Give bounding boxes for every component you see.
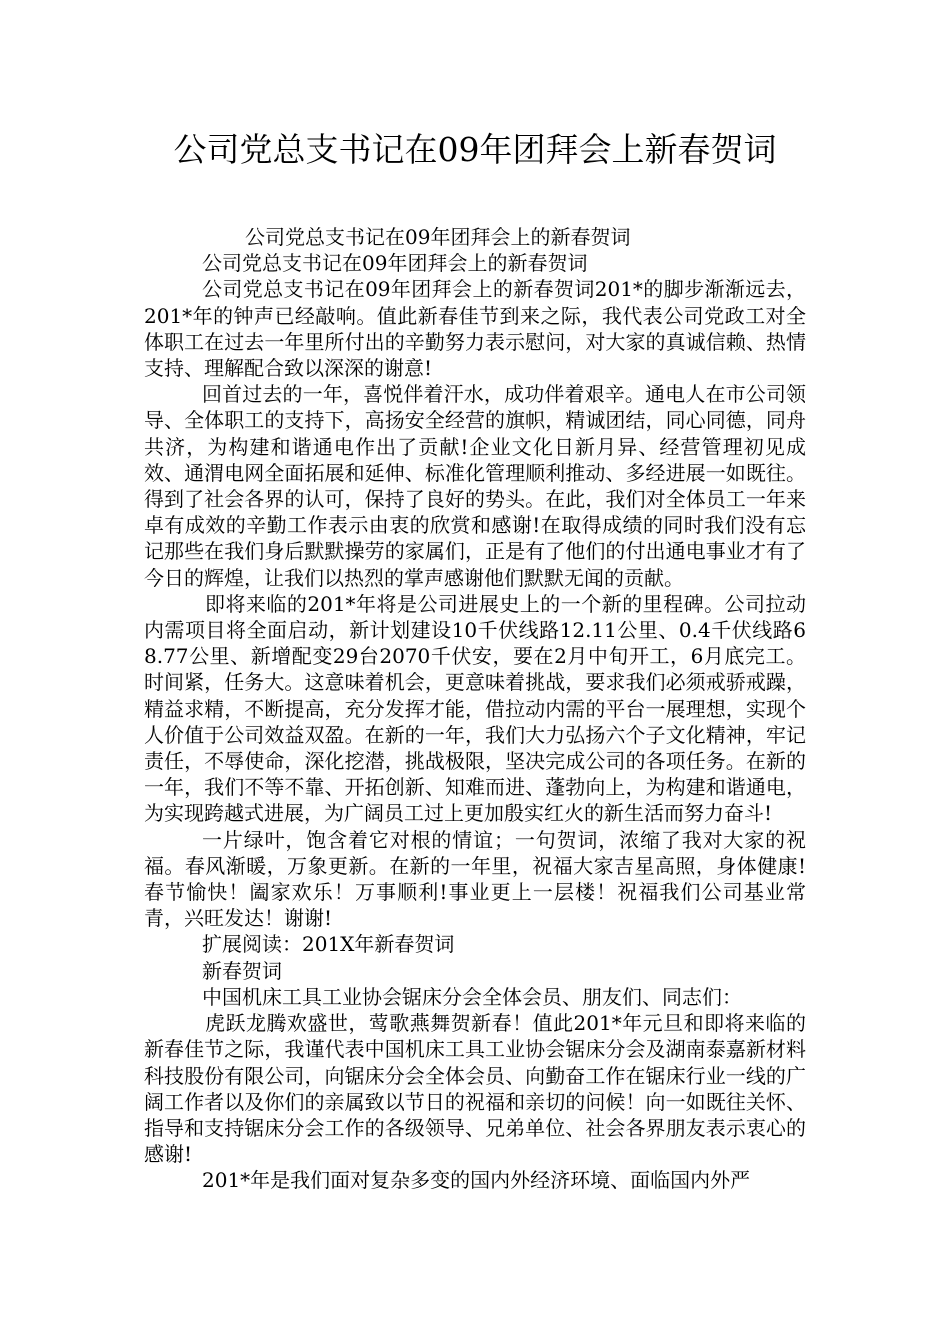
document-body bbox=[144, 224, 806, 1194]
section-title-line: 新春贺词 bbox=[202, 958, 282, 983]
paragraph-outlook: 即将来临的201*年将是公司进展史上的一个新的里程碑。公司拉动内需项目将全面启动，新计划建设10千伏线路12.11公里、0.4千伏线路68.77公里、新增配变29台2070千伏安，要在2月中旬开工，6月底完工。时间紧，任务大。这意味着机会，更意味着挑战，要求我们必须戒骄戒躁，精益求精，不断提高，充分发挥才能，借拉动内需的平台一展理想，实现个人价值于公司效益双盈。在新的一年，我们大力弘扬六个子文化精神，牢记责任，不辱使命，深化挖潜，挑战极限，坚决完成公司的各项任务。在新的一年，我们不等不靠、开拓创新、知难而进、蓬勃向上，为构建和谐通电，为实现跨越式进展，为广阔员工过上更加殷实红火的新生活而努力奋斗! bbox=[144, 591, 806, 826]
document-title: 公司党总支书记在09年团拜会上新春贺词 bbox=[173, 130, 777, 169]
paragraph-blessing: 一片绿叶，饱含着它对根的情谊；一句贺词，浓缩了我对大家的祝福。春风渐暖，万象更新。在新的一年里，祝福大家吉星高照，身体健康!春节愉快！阖家欢乐！万事顺利!事业更上一层楼！祝福我们公司基业常青，兴旺发达！谢谢! bbox=[144, 827, 806, 931]
subtitle-line: 公司党总支书记在09年团拜会上的新春贺词 bbox=[245, 225, 631, 249]
paragraph-opening: 公司党总支书记在09年团拜会上的新春贺词201*的脚步渐渐远去，201*年的钟声已经敲响。值此新春佳节到来之际，我代表公司党政工对全体职工在过去一年里所付出的辛勤努力表示慰问，对大家的真诚信赖、热情支持、理解配合致以深深的谢意! bbox=[144, 277, 806, 381]
extended-reading-line: 扩展阅读：201X年新春贺词 bbox=[202, 932, 455, 957]
salutation-line: 中国机床工具工业协会锯床分会全体会员、朋友们、同志们： bbox=[202, 984, 742, 1009]
paragraph-review: 回首过去的一年，喜悦伴着汗水，成功伴着艰辛。通电人在市公司领导、全体职工的支持下，高扬安全经营的旗帜，精诚团结，同心同德，同舟共济，为构建和谐通电作出了贡献!企业文化日新月异、经营管理初见成效、通渭电网全面拓展和延伸、标准化管理顺利推动、多经进展一如既往。得到了社会各界的认可，保持了良好的势头。在此，我们对全体员工一年来卓有成效的辛勤工作表示由衷的欣赏和感谢!在取得成绩的同时我们没有忘记那些在我们身后默默操劳的家属们，正是有了他们的付出通电事业才有了今日的辉煌，让我们以热烈的掌声感谢他们默默无闻的贡献。 bbox=[144, 382, 806, 590]
paragraph-greeting: 虎跃龙腾欢盛世，莺歌燕舞贺新春！值此201*年元旦和即将来临的新春佳节之际，我谨代表中国机床工具工业协会锯床分会及湖南泰嘉新材料科技股份有限公司，向锯床分会全体会员、向勤奋工作在锯床行业一线的广阔工作者以及你们的亲属致以节日的祝福和亲切的问候！向一如既往关怀、指导和支持锯床分会工作的各级领导、兄弟单位、社会各界朋友表示衷心的感谢! bbox=[144, 1011, 806, 1167]
paragraph-continuation: 201*年是我们面对复杂多变的国内外经济环境、面临国内外严 bbox=[202, 1168, 751, 1193]
heading-line: 公司党总支书记在09年团拜会上的新春贺词 bbox=[202, 251, 588, 276]
